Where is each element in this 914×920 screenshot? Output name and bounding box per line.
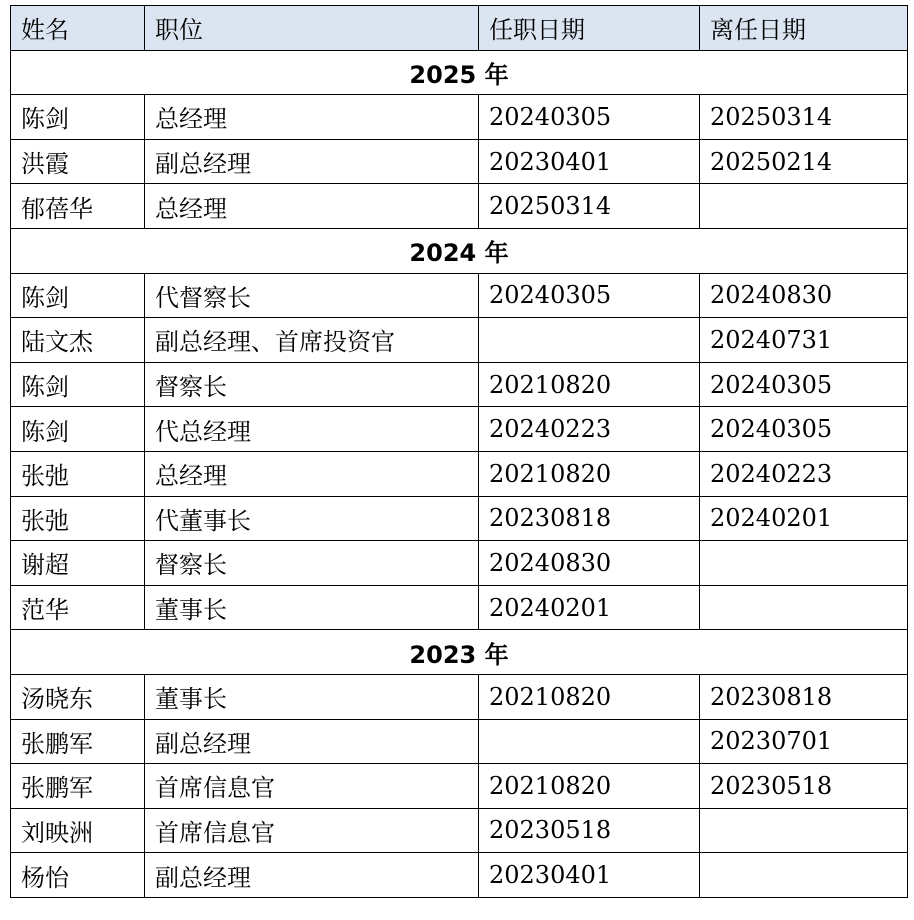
cell-position: 副总经理 <box>145 719 479 764</box>
cell-position: 总经理 <box>145 451 479 496</box>
table-row <box>11 719 908 764</box>
cell-end-date <box>700 808 908 853</box>
cell-end-date: 20240201 <box>700 496 908 541</box>
year-heading: 2024 年 <box>11 228 908 273</box>
cell-position: 副总经理 <box>145 853 479 898</box>
cell-name: 洪霞 <box>11 139 145 184</box>
cell-start-date: 20210820 <box>479 362 700 407</box>
cell-end-date: 20230518 <box>700 764 908 809</box>
header-name: 姓名 <box>11 6 145 51</box>
table-row <box>11 139 908 184</box>
cell-end-date: 20240223 <box>700 451 908 496</box>
cell-position: 代总经理 <box>145 407 479 452</box>
cell-start-date <box>479 719 700 764</box>
cell-end-date: 20240305 <box>700 407 908 452</box>
cell-end-date: 20250314 <box>700 95 908 140</box>
cell-position: 总经理 <box>145 95 479 140</box>
cell-start-date: 20250314 <box>479 184 700 229</box>
cell-name: 陆文杰 <box>11 318 145 363</box>
table-row <box>11 451 908 496</box>
table-row <box>11 407 908 452</box>
header-row <box>11 6 908 51</box>
table-body <box>11 50 908 897</box>
cell-position: 董事长 <box>145 674 479 719</box>
cell-end-date: 20230701 <box>700 719 908 764</box>
table-row <box>11 853 908 898</box>
cell-position: 督察长 <box>145 362 479 407</box>
cell-name: 张弛 <box>11 451 145 496</box>
cell-start-date: 20230401 <box>479 853 700 898</box>
cell-name: 张弛 <box>11 496 145 541</box>
cell-end-date: 20240830 <box>700 273 908 318</box>
cell-position: 代董事长 <box>145 496 479 541</box>
year-section-row <box>11 50 908 95</box>
year-heading: 2023 年 <box>11 630 908 675</box>
cell-start-date: 20210820 <box>479 674 700 719</box>
table-row <box>11 764 908 809</box>
cell-position: 副总经理、首席投资官 <box>145 318 479 363</box>
header-end-date: 离任日期 <box>700 6 908 51</box>
table-row <box>11 585 908 630</box>
cell-end-date <box>700 184 908 229</box>
cell-position: 董事长 <box>145 585 479 630</box>
year-section-row <box>11 630 908 675</box>
table-row <box>11 496 908 541</box>
cell-name: 范华 <box>11 585 145 630</box>
cell-end-date <box>700 585 908 630</box>
cell-end-date: 20240731 <box>700 318 908 363</box>
cell-start-date: 20240305 <box>479 273 700 318</box>
cell-name: 陈剑 <box>11 273 145 318</box>
cell-name: 陈剑 <box>11 407 145 452</box>
table-row <box>11 808 908 853</box>
table-row <box>11 674 908 719</box>
cell-position: 总经理 <box>145 184 479 229</box>
cell-start-date: 20240201 <box>479 585 700 630</box>
cell-name: 陈剑 <box>11 95 145 140</box>
cell-position: 首席信息官 <box>145 808 479 853</box>
cell-end-date: 20240305 <box>700 362 908 407</box>
cell-position: 代督察长 <box>145 273 479 318</box>
table-row <box>11 184 908 229</box>
cell-end-date: 20250214 <box>700 139 908 184</box>
table-row <box>11 95 908 140</box>
personnel-change-table <box>10 5 908 898</box>
cell-start-date: 20210820 <box>479 764 700 809</box>
year-heading: 2025 年 <box>11 50 908 95</box>
cell-name: 汤晓东 <box>11 674 145 719</box>
cell-name: 杨怡 <box>11 853 145 898</box>
table-row <box>11 362 908 407</box>
cell-position: 督察长 <box>145 541 479 586</box>
cell-start-date: 20230818 <box>479 496 700 541</box>
cell-name: 陈剑 <box>11 362 145 407</box>
cell-end-date <box>700 853 908 898</box>
table-row <box>11 541 908 586</box>
cell-name: 张鹏军 <box>11 719 145 764</box>
cell-name: 谢超 <box>11 541 145 586</box>
cell-start-date: 20240305 <box>479 95 700 140</box>
cell-end-date: 20230818 <box>700 674 908 719</box>
cell-end-date <box>700 541 908 586</box>
cell-start-date: 20210820 <box>479 451 700 496</box>
cell-start-date: 20230518 <box>479 808 700 853</box>
cell-name: 郁蓓华 <box>11 184 145 229</box>
header-position: 职位 <box>145 6 479 51</box>
cell-name: 刘映洲 <box>11 808 145 853</box>
cell-start-date: 20240830 <box>479 541 700 586</box>
cell-start-date: 20240223 <box>479 407 700 452</box>
table-row <box>11 318 908 363</box>
cell-start-date <box>479 318 700 363</box>
cell-name: 张鹏军 <box>11 764 145 809</box>
header-start-date: 任职日期 <box>479 6 700 51</box>
table-row <box>11 273 908 318</box>
cell-position: 首席信息官 <box>145 764 479 809</box>
cell-position: 副总经理 <box>145 139 479 184</box>
cell-start-date: 20230401 <box>479 139 700 184</box>
year-section-row <box>11 228 908 273</box>
